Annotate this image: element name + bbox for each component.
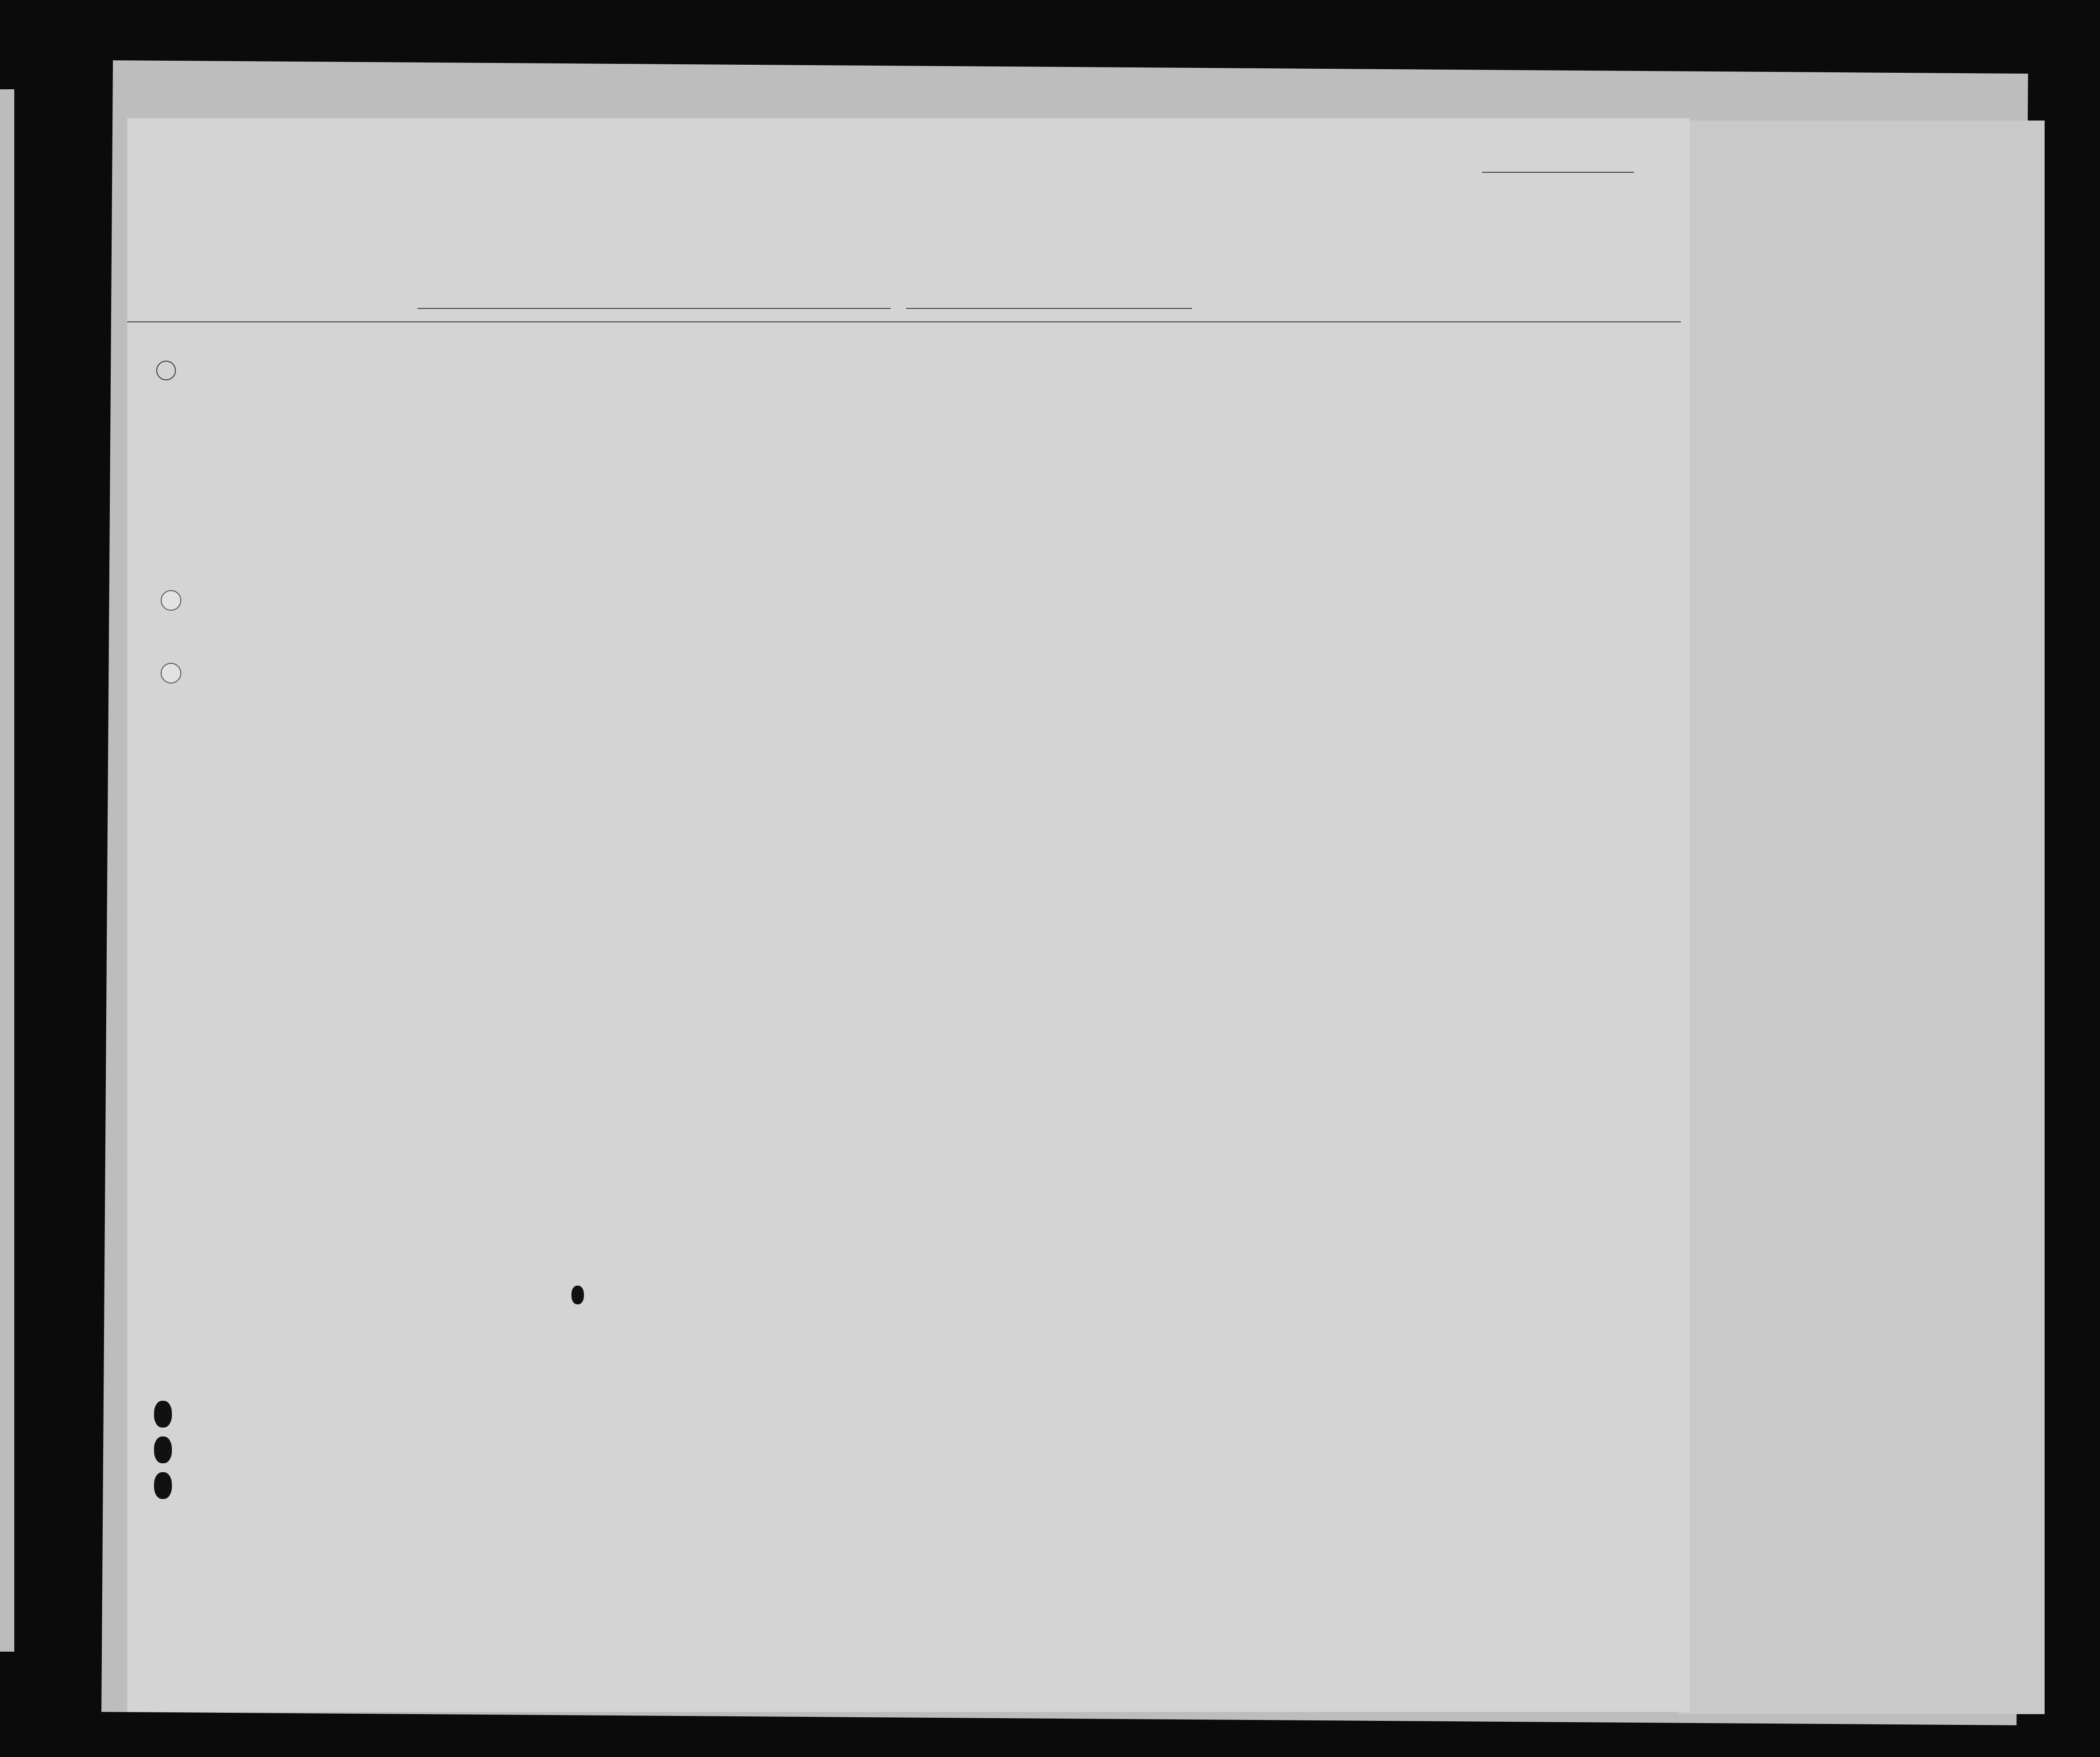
- punch-hole: [154, 1436, 172, 1463]
- punch-hole: [154, 1472, 172, 1499]
- manifest-sheet: [127, 118, 1690, 1712]
- date-underline: [906, 308, 1192, 309]
- punch-hole: [154, 1401, 172, 1428]
- header-top-rule: [127, 321, 1681, 322]
- port-underline: [417, 308, 891, 309]
- list-underline: [1482, 172, 1634, 173]
- punch-hole: [161, 663, 181, 683]
- ink-blot: [571, 1286, 584, 1304]
- adjacent-page-edge: [0, 89, 14, 1652]
- punch-hole: [161, 590, 181, 611]
- circle-marker: [156, 361, 176, 380]
- right-attached-sheet: [1679, 121, 2045, 1714]
